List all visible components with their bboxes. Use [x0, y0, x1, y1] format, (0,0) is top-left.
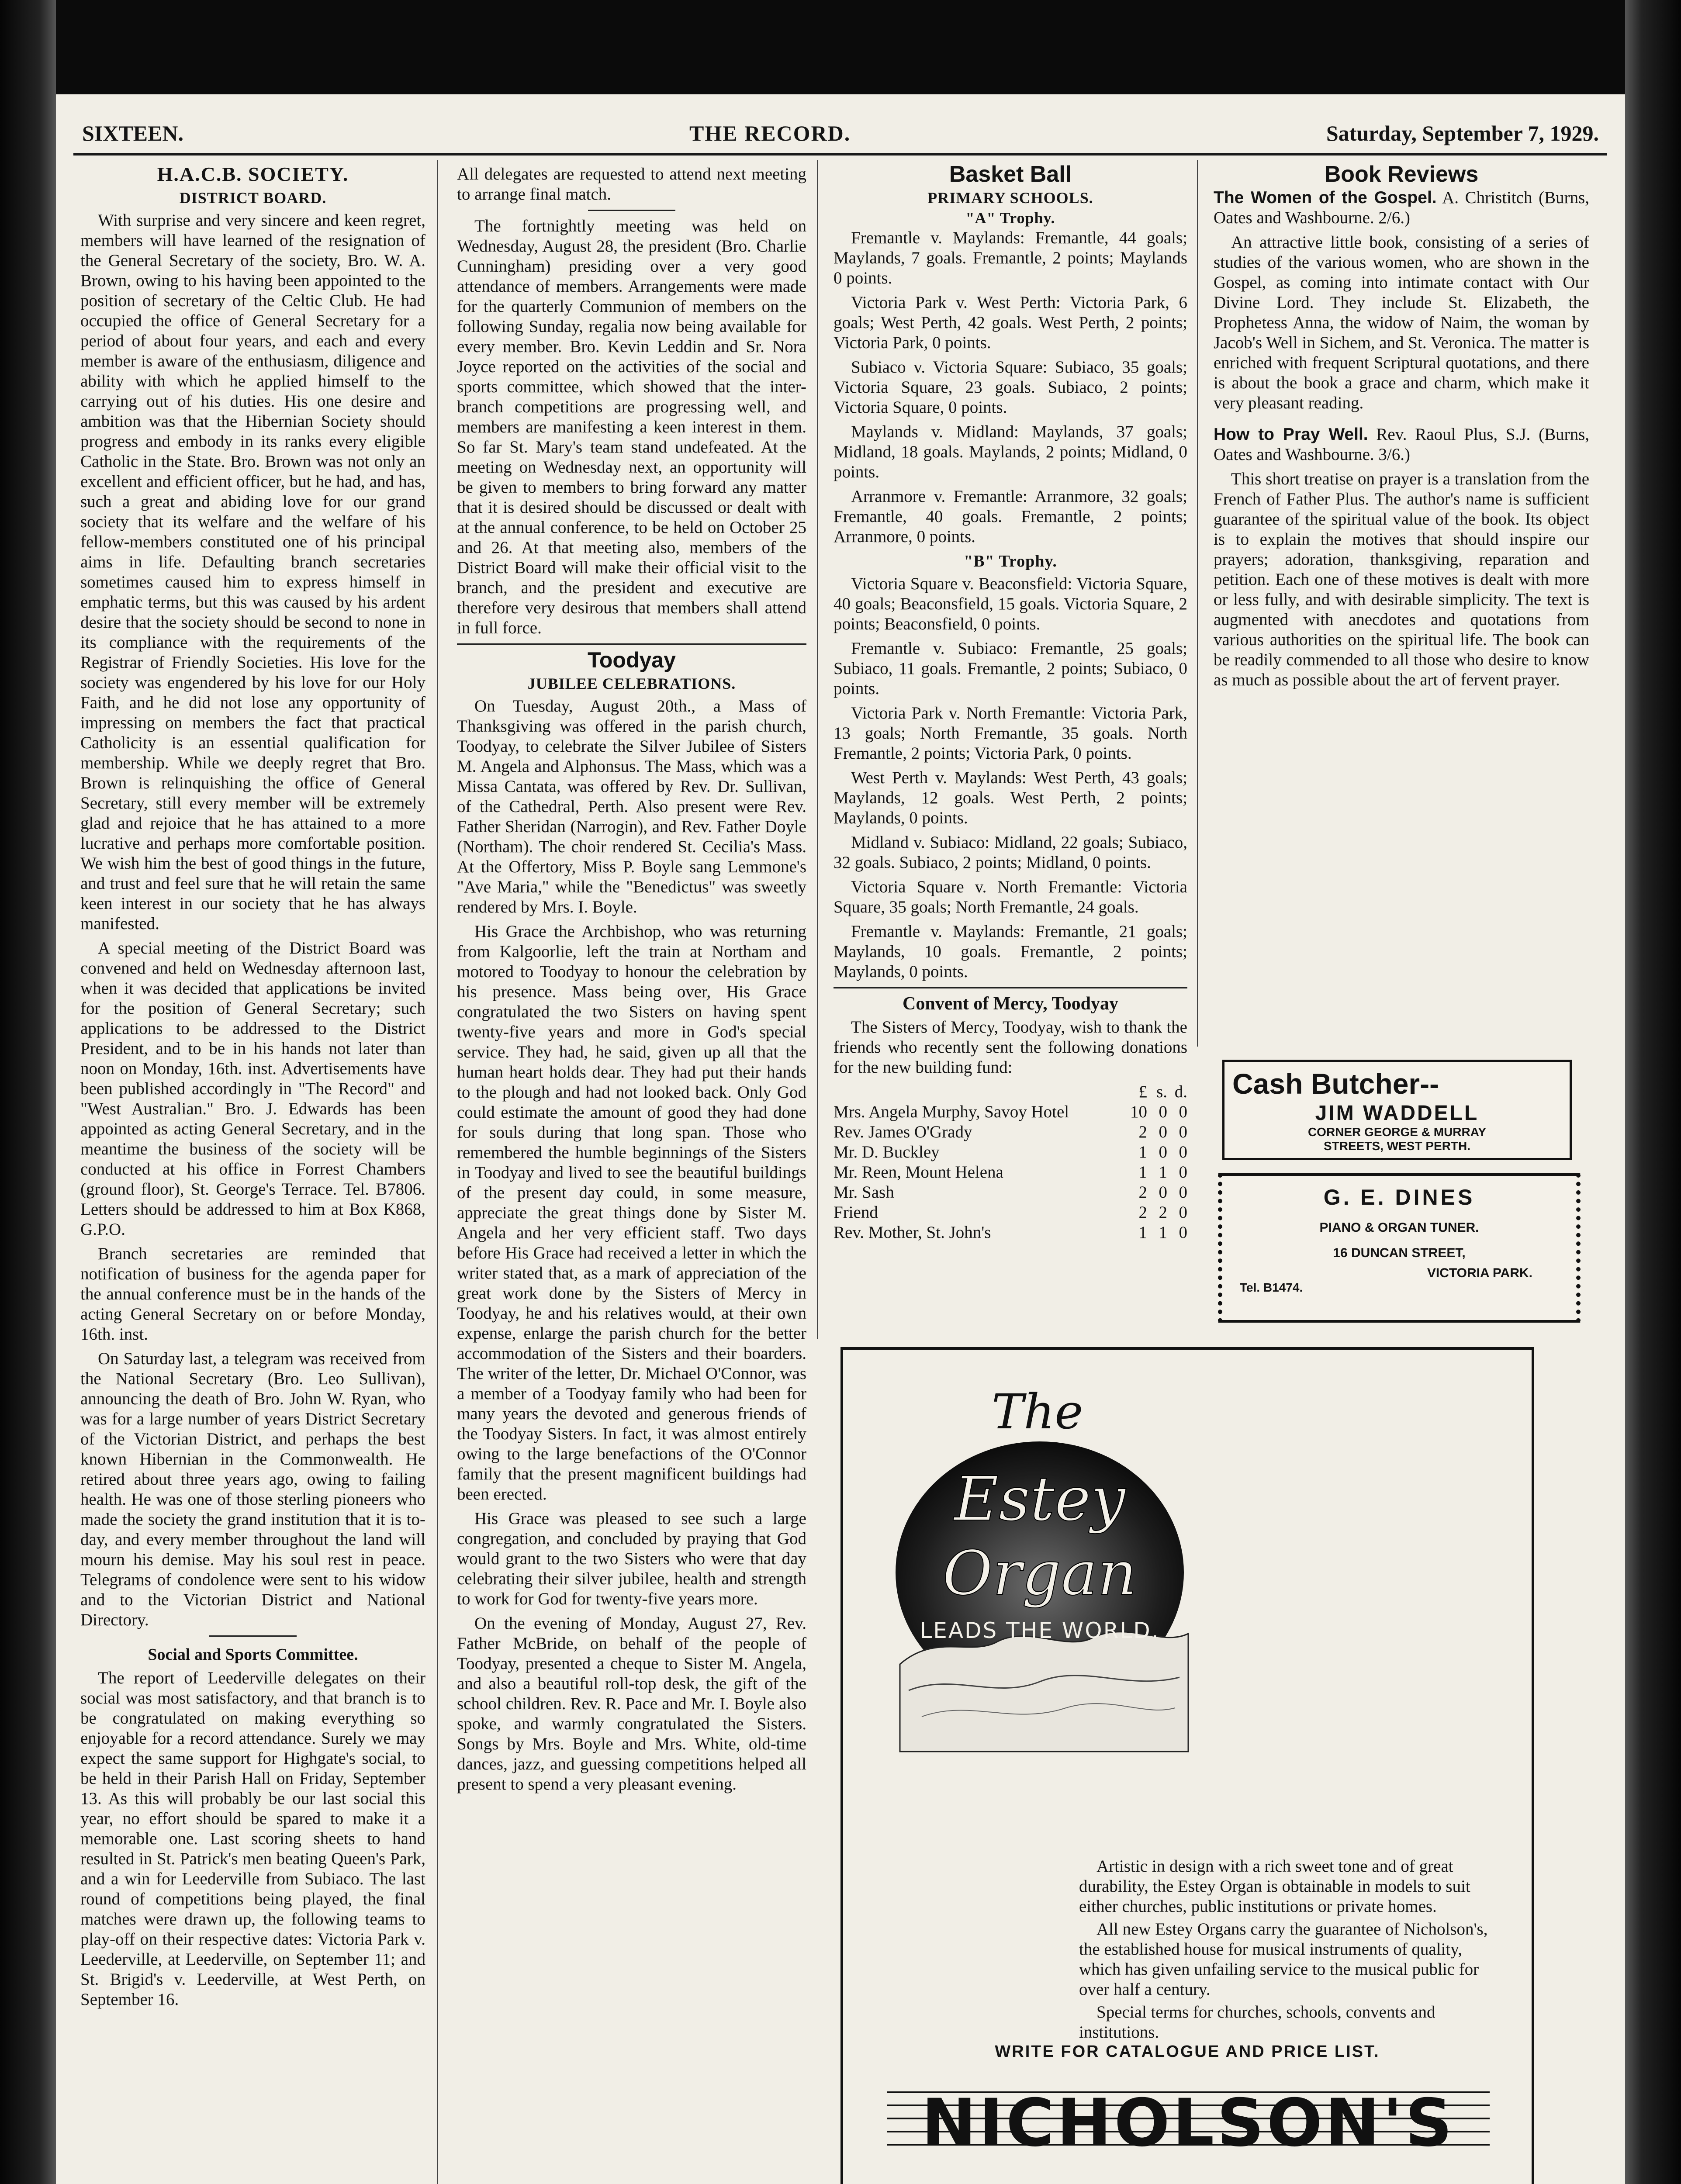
shillings: 0	[1159, 1143, 1167, 1161]
pounds-header: £	[1138, 1082, 1147, 1101]
page-number: SIXTEEN.	[82, 121, 184, 145]
toodyay-paragraph: His Grace was pleased to see such a large congregation, and concluded by praying that God would grant to the two Sisters who were that day celebrating their silver jubilee, health and strength to work for God for twenty-five years more.	[457, 1509, 806, 1608]
nicholsons-logo	[887, 2075, 1490, 2158]
shillings: 2	[1159, 1203, 1167, 1222]
basketball-result: Fremantle v. Subiaco: Fremantle, 25 goals; Subiaco, 11 goals. Fremantle, 2 points; Subiaco, 0 points.	[834, 639, 1187, 698]
estey-tagline: LEADS THE WORLD.	[920, 1618, 1160, 1643]
basketball-result: Victoria Park v. West Perth: Victoria Park, 6 goals; West Perth, 42 goals. West Perth, 2 points; Victoria Park, 0 points.	[834, 293, 1187, 352]
donor: Rev. James O'Grady	[834, 1123, 972, 1141]
masthead-rule	[73, 153, 1607, 156]
dines-ad	[1218, 1173, 1581, 1323]
hacb-paragraph: Branch secretaries are reminded that notification of business for the agenda paper for the annual conference must be in the hands of the acting General Secretary on or before Monday, 16th. inst.	[80, 1244, 425, 1344]
scan-right-edge	[1625, 0, 1681, 2184]
donations-table	[834, 1082, 1187, 1243]
donor: Friend	[834, 1203, 878, 1222]
toodyay-paragraph: The fortnightly meeting was held on Wednesday, August 28, the president (Bro. Charlie Cunningham) presiding over a very good attendance of members. Arrangements were made for the quarterly Communion of members on the following Sunday, regalia now being available for every member. Bro. Kevin Leddin and Sr. Nora Joyce reported on the activities of the social and sports committee, which showed that the inter-branch competitions are progressing well, and members are manifesting a keen interest in them. So far St. Mary's team stand undefeated. At the meeting on Wednesday next, an opportunity will be given to members to bring forward any matter that it is desired should be discussed or dealt with at the annual conference, to be held on October 25 and 26. At that meeting also, members of the District Board will make their official visit to the branch, and the president and executive are therefore very desirous that members shall attend in full force.	[457, 217, 806, 637]
pounds: 2	[1138, 1183, 1147, 1202]
pounds: 1	[1138, 1223, 1147, 1242]
column-divider	[817, 160, 818, 1339]
section-rule	[209, 1635, 297, 1637]
issue-date: Saturday, September 7, 1929.	[1326, 121, 1599, 145]
book-reviews-heading: Book Reviews	[1324, 162, 1479, 187]
donor: Mrs. Angela Murphy, Savoy Hotel	[834, 1102, 1069, 1121]
pence: 0	[1179, 1163, 1187, 1182]
hacb-heading: H.A.C.B. SOCIETY.	[157, 163, 349, 185]
section-rule	[588, 210, 675, 211]
hacb-paragraph: The report of Leederville delegates on their social was most satisfactory, and that branch is to be congratulated on making everything so enjoyable for a record attendance. Surely we may expect the same support for Highgate's social, to be held in their Parish Hall on Friday, September 13. As this will probably be our last social this year, no effort should be spared to make it a memorable one. Last scoring sheets to hand resulted in St. Patrick's men beating Queen's Park, and a win for Leederville from Subiaco. The last round of competitions being played, the final matches were drawn up, the following teams to play-off on their respective dates: Victoria Park v. Leederville, at Leederville, on September 11; and St. Brigid's v. Leederville, at West Perth, on September 16.	[80, 1669, 425, 2009]
pence: 0	[1179, 1183, 1187, 1202]
estey-paragraph: All new Estey Organs carry the guarantee of Nicholson's, the established house for musical instruments of quality, which has given unfailing service to the musical public for over half a century.	[1079, 1920, 1488, 1999]
shillings: 0	[1159, 1183, 1167, 1202]
shillings: 1	[1159, 1223, 1167, 1242]
butcher-name: JIM WADDELL	[1315, 1102, 1479, 1125]
butcher-title: Cash Butcher--	[1232, 1068, 1439, 1100]
shillings: 1	[1159, 1163, 1167, 1182]
hacb-paragraph: A special meeting of the District Board was convened and held on Wednesday afternoon last, when it was decided that applications be invited for the position of General Secretary; such applications to be addressed to the District President, and to be in his hands not later than noon on Monday, 16th. inst. Advertisements have been published accordingly in "The Record" and "West Australian." Bro. J. Edwards has been appointed as acting General Secretary, and in the meantime the business of the society will be conducted at his office in Forrest Chambers (ground floor), St. George's Terrace. Tel. B7806. Letters should be addressed to him at Box K868, G.P.O.	[80, 939, 425, 1239]
primary-schools-heading: PRIMARY SCHOOLS.	[927, 189, 1093, 207]
column-toodyay	[457, 164, 806, 1799]
pence: 0	[1179, 1123, 1187, 1141]
basketball-result: Victoria Square v. North Fremantle: Victoria Square, 35 goals; North Fremantle, 24 goals.	[834, 878, 1187, 916]
pence-header: d.	[1174, 1082, 1187, 1101]
estey-copy	[1079, 1856, 1498, 2045]
column-book-reviews	[1214, 164, 1589, 695]
donor: Mr. D. Buckley	[834, 1143, 940, 1161]
basketball-result: Victoria Park v. North Fremantle: Victoria Park, 13 goals; North Fremantle, 35 goals. North Fremantle, 2 points; Victoria Park, 0 points.	[834, 704, 1187, 763]
convent-heading: Convent of Mercy, Toodyay	[903, 994, 1118, 1014]
pounds: 2	[1138, 1123, 1147, 1141]
basketball-result: West Perth v. Maylands: West Perth, 43 goals; Maylands, 12 goals. West Perth, 2 points; Maylands, 0 points.	[834, 768, 1187, 827]
scan-left-edge	[0, 0, 56, 2184]
column-divider	[1197, 160, 1198, 1047]
b-trophy-heading: "B" Trophy.	[964, 552, 1057, 570]
basketball-heading: Basket Ball	[949, 162, 1072, 187]
basketball-result: Victoria Square v. Beaconsfield: Victoria Square, 40 goals; Beaconsfield, 15 goals. Victoria Square, 2 points; Beaconsfield, 0 points.	[834, 574, 1187, 633]
newspaper-page	[56, 94, 1625, 2184]
estey-organ-illustration	[882, 1376, 1197, 1769]
dines-phone: Tel. B1474.	[1240, 1281, 1303, 1294]
jubilee-heading: JUBILEE CELEBRATIONS.	[527, 675, 736, 692]
basketball-result: Fremantle v. Maylands: Fremantle, 21 goals; Maylands, 10 goals. Fremantle, 2 points; Maylands, 0 points.	[834, 922, 1187, 981]
donations-header	[834, 1082, 1187, 1102]
social-sports-heading: Social and Sports Committee.	[148, 1645, 358, 1664]
toodyay-paragraph: All delegates are requested to attend next meeting to arrange final match.	[457, 165, 806, 204]
pence: 0	[1179, 1143, 1187, 1161]
estey-paragraph: Artistic in design with a rich sweet tone and of great durability, the Estey Organ is obtainable in models to suit either churches, public institutions or private homes.	[1079, 1857, 1470, 1916]
pence: 0	[1179, 1102, 1187, 1121]
estey-word2: Organ	[942, 1538, 1137, 1609]
donation-row	[834, 1102, 1187, 1122]
section-rule	[834, 987, 1187, 988]
donor: Rev. Mother, St. John's	[834, 1223, 991, 1242]
donation-row	[834, 1182, 1187, 1203]
toodyay-paragraph: On the evening of Monday, August 27, Rev. Father McBride, on behalf of the people of Toodyay, presented a cheque to Sister M. Angela, and also a beautiful roll-top desk, the gift of the school children. Rev. R. Pace and Mr. I. Boyle also spoke, and warmly congratulated the Sisters. Songs by Mrs. Boyle and Mrs. White, old-time dances, jazz, and guessing competitions helped all present to spend a very pleasant evening.	[457, 1614, 806, 1794]
dines-name: G. E. DINES	[1323, 1185, 1475, 1209]
pence: 0	[1179, 1203, 1187, 1222]
review-body: This short treatise on prayer is a translation from the French of Father Plus. The author's name is sufficient guarantee of the spiritual value of the book. Its object is to explain the motives that should inspire our prayers; adoration, thanksgiving, reparation and petition. Each one of these motives is dealt with more or less fully, and with desirable simplicity. The text is augmented with anecdotes and quotations from various authorities on the spiritual life. The book can be readily commended to all those who desire to know as much as possible about the art of fervent prayer.	[1214, 470, 1589, 689]
donation-row	[834, 1142, 1187, 1162]
shillings-header: s.	[1156, 1082, 1167, 1101]
estey-the: The	[992, 1384, 1083, 1440]
toodyay-paragraph: His Grace the Archbishop, who was returning from Kalgoorlie, left the train at Northam and motored to Toodyay to honour the celebration by his presence. Mass being over, His Grace congratulated the two Sisters on having spent twenty-five years and more in God's special service. They had, he said, given up all that the human heart holds dear. They had put their hands to the plough and had not looked back. Only God could estimate the amount of good they had done for souls during that long span. Those who remembered the humble beginnings of the Sisters in Toodyay and lived to see the beautiful buildings of the present day could, in some measure, appreciate the great things done by Sister M. Angela and her very efficient staff. Two days before His Grace had received a letter in which the writer stated that, as a mark of appreciation of the great work done by the Sisters of Mercy in Toodyay, he and his relatives would, at their own expense, enlarge the parish church for the better accommodation of the Sisters and their boarders. The writer of the letter, Dr. Michael O'Connor, was a member of a Toodyay family who had been for many years the devoted and generous friends of the Toodyay Sisters. In fact, it was almost entirely owing to the large benefactions of the O'Connor family that the present magnificent buildings had been erected.	[457, 922, 806, 1503]
masthead	[56, 116, 1625, 151]
toodyay-heading: Toodyay	[588, 648, 676, 672]
donor: Mr. Sash	[834, 1183, 894, 1202]
pence: 0	[1179, 1223, 1187, 1242]
butcher-ad	[1222, 1060, 1572, 1160]
convent-paragraph: The Sisters of Mercy, Toodyay, wish to thank the friends who recently sent the following donations for the new building fund:	[834, 1018, 1187, 1077]
paper-title: THE RECORD.	[689, 121, 851, 145]
hacb-paragraph: On Saturday last, a telegram was received from the National Secretary (Bro. Leo Sullivan), announcing the death of Bro. John W. Ryan, who was for a large number of years District Secretary of the Victorian District, and perhaps the best known Hibernian in the Commonwealth. He retired about three years ago, owing to failing health. He was one of those sterling pioneers who made the society the grand institution that it is to-day, and every member throughout the land will mourn his demise. May his soul rest in peace. Telegrams of condolence were sent to his widow and to the Victorian District and National Directory.	[80, 1349, 425, 1629]
estey-paragraph: Special terms for churches, schools, convents and institutions.	[1079, 2003, 1435, 2042]
column-hacb	[80, 164, 425, 2014]
dines-suburb: VICTORIA PARK.	[1427, 1266, 1532, 1280]
district-board-heading: DISTRICT BOARD.	[179, 189, 327, 207]
dines-street: 16 DUNCAN STREET,	[1333, 1246, 1466, 1260]
toodyay-paragraph: On Tuesday, August 20th., a Mass of Thanksgiving was offered in the parish church, Toodyay, to celebrate the Silver Jubilee of Sisters M. Angela and Alphonsus. The Mass, which was a Missa Cantata, was offered by Rev. Dr. Sullivan, of the Cathedral, Perth. Also present were Rev. Father Sheridan (Narrogin), and Rev. Father Doyle (Northam). The choir rendered St. Cecilia's Mass. At the Offertory, Miss P. Boyle sang Lemmone's "Ave Maria," while the "Benedictus" was sweetly rendered by Mrs. I. Boyle.	[457, 697, 806, 916]
review-title: How to Pray Well.	[1214, 425, 1368, 444]
column-basketball	[834, 164, 1187, 1243]
a-trophy-heading: "A" Trophy.	[965, 209, 1055, 227]
review-body: An attractive little book, consisting of a series of studies of the various women, who are shown in the Gospel, as coming into intimate contact with Our Divine Lord. They include St. Elizabeth, the Prophetess Anna, the widow of Naim, the woman by Jacob's Well in Sichem, and St. Veronica. The matter is enriched with frequent Scriptural quotations, and there is about the book a grace and charm, which make it very pleasant reading.	[1214, 233, 1589, 412]
butcher-address: CORNER GEORGE & MURRAY	[1307, 1125, 1487, 1139]
pounds: 1	[1138, 1163, 1147, 1182]
pounds: 10	[1130, 1102, 1147, 1121]
shillings: 0	[1159, 1102, 1167, 1121]
donation-row	[834, 1162, 1187, 1182]
catalogue-notice: WRITE FOR CATALOGUE AND PRICE LIST.	[995, 2042, 1380, 2061]
estey-word1: Estey	[954, 1464, 1126, 1535]
butcher-address: STREETS, WEST PERTH.	[1323, 1139, 1471, 1153]
shillings: 0	[1159, 1123, 1167, 1141]
hacb-paragraph: With surprise and very sincere and keen regret, members will have learned of the resignation of the General Secretary of the society, Bro. W. A. Brown, owing to his having been appointed to the position of secretary of the Celtic Club. He had occupied the office of General Secretary for a period of about four years, and each and every member is aware of the enthusiasm, diligence and ability with which he applied himself to the carrying out of his duties. His one desire and ambition was that the Hibernian Society should progress and embody in its ranks every eligible Catholic in the State. Bro. Brown was not only an excellent and efficient officer, but he had, and has, such a great and abiding love for our grand society that its welfare and the welfare of his fellow-members constituted one of his principal aims in life. Defaulting branch secretaries sometimes caused him to express himself in emphatic terms, but this was caused by his ardent desire that the society should be second to none in its compliance with the requirements of the Registrar of Friendly Societies. His love for the society was engendered by his love for our Holy Faith, and he did not lose any opportunity of impressing on members the fact that practical Catholicity is an essential qualification for membership. While we deeply regret that Bro. Brown is relinquishing the office of General Secretary, still every member will be extremely glad and rejoice that he has attained to a more lucrative and perhaps more comfortable position. We wish him the best of good things in the future, and trust and feel sure that he will retain the same keen interest in our society that he has always manifested.	[80, 211, 425, 933]
section-rule	[457, 643, 806, 645]
column-divider	[437, 160, 438, 2184]
basketball-result: Midland v. Subiaco: Midland, 22 goals; Subiaco, 32 goals. Subiaco, 2 points; Midland, 0 points.	[834, 833, 1187, 872]
dines-trade: PIANO & ORGAN TUNER.	[1319, 1220, 1479, 1235]
basketball-result: Subiaco v. Victoria Square: Subiaco, 35 goals; Victoria Square, 23 goals. Subiaco, 2 points; Victoria Square, 0 points.	[834, 358, 1187, 417]
pounds: 2	[1138, 1203, 1147, 1222]
review-meta: A. Christitch (Burns, Oates and Washbourne. 2/6.)	[1214, 188, 1589, 227]
donation-row	[834, 1203, 1187, 1223]
donation-row	[834, 1122, 1187, 1142]
review-intro	[1214, 188, 1589, 228]
donation-row	[834, 1223, 1187, 1243]
nicholsons-wordmark: NICHOLSON'S	[921, 2085, 1455, 2158]
basketball-result: Arranmore v. Fremantle: Arranmore, 32 goals; Fremantle, 40 goals. Fremantle, 2 points; Arranmore, 0 points.	[834, 487, 1187, 546]
basketball-result: Fremantle v. Maylands: Fremantle, 44 goals; Maylands, 7 goals. Fremantle, 2 points; Maylands 0 points.	[834, 228, 1187, 287]
donor: Mr. Reen, Mount Helena	[834, 1163, 1003, 1182]
review-title: The Women of the Gospel.	[1214, 188, 1437, 207]
basketball-result: Maylands v. Midland: Maylands, 37 goals; Midland, 18 goals. Maylands, 2 points; Midland, 0 points.	[834, 422, 1187, 481]
pounds: 1	[1138, 1143, 1147, 1161]
review-intro	[1214, 425, 1589, 465]
review-meta: Rev. Raoul Plus, S.J. (Burns, Oates and Washbourne. 3/6.)	[1214, 425, 1590, 464]
estey-organ-ad	[840, 1347, 1534, 2184]
